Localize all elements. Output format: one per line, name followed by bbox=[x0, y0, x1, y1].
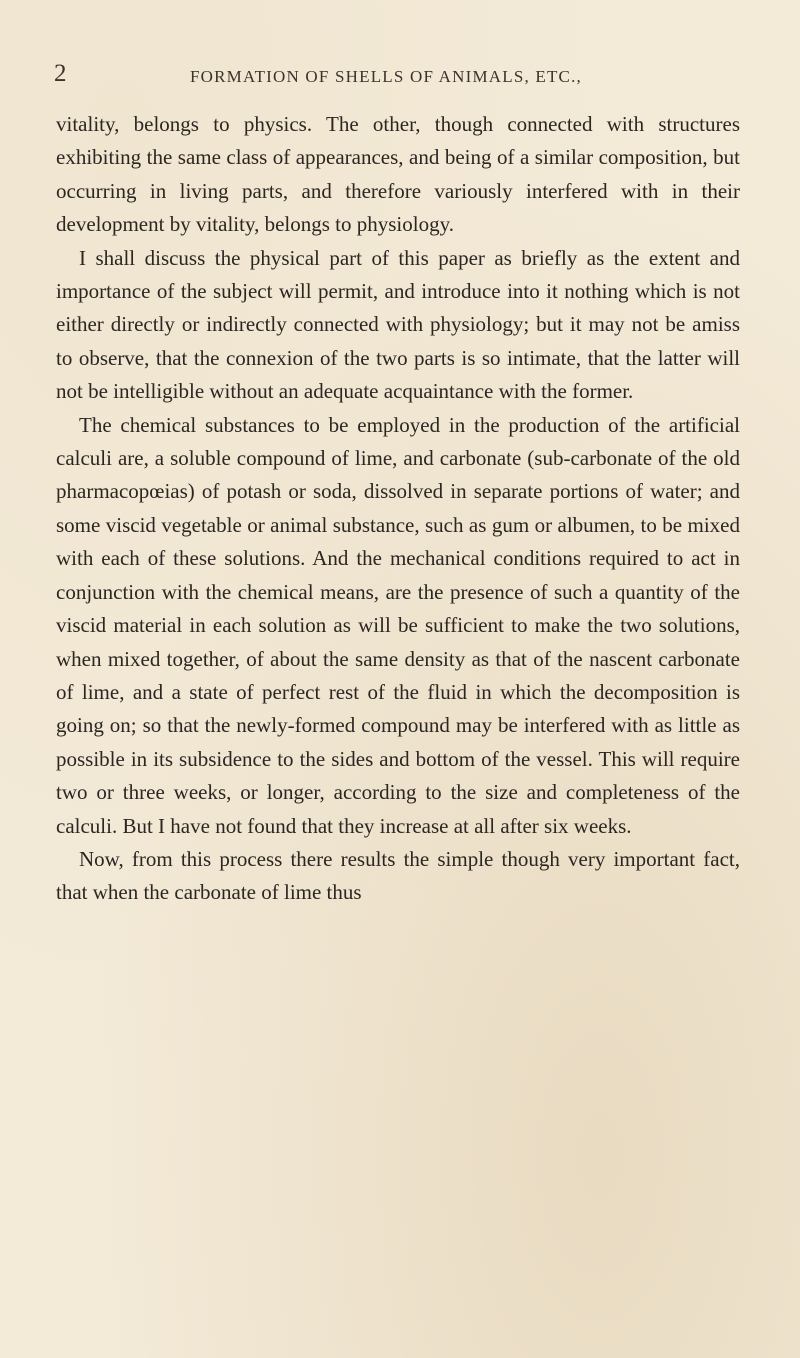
paragraph-4: Now, from this process there results the simple though very important fact, that when the carbonate of lime thus bbox=[56, 846, 740, 905]
page-number: 2 bbox=[54, 60, 67, 87]
body-text bbox=[56, 108, 740, 910]
paragraph-3: The chemical substances to be employed in the production of the artificial calculi are, a soluble compound of lime, and carbonate (sub-carbonate of the old pharmacopœias) of potash or soda, dissolved in separate portions of water; and some viscid vegetable or animal substance, such as gum or albumen, to be mixed with each of these solutions. And the mechanical conditions required to act in conjunction with the chemical means, are the presence of such a quantity of the viscid material in each solution as will be sufficient to make the two solutions, when mixed together, of about the same density as that of the nascent carbonate of lime, and a state of perfect rest of the fluid in which the decomposition is going on; so that the newly-formed compound may be interfered with as little as possible in its subsidence to the sides and bottom of the vessel. This will require two or three weeks, or longer, according to the size and completeness of the calculi. But I have not found that they increase at all after six weeks. bbox=[56, 412, 740, 838]
page-header bbox=[40, 60, 760, 94]
paragraph-2: I shall discuss the physical part of this paper as briefly as the extent and importance of the subject will permit, and introduce into it nothing which is not either directly or indirectly connected with physiology; but it may not be amiss to observe, that the connexion of the two parts is so intimate, that the latter will not be intelligible without an adequate acquaintance with the former. bbox=[56, 245, 740, 404]
paragraph-1: vitality, belongs to physics. The other, though connected with structures exhibiting the same class of appearances, and being of a similar composition, but occurring in living parts, and therefore variously interfered with in their development by vitality, belongs to physiology. bbox=[56, 112, 740, 237]
running-head: FORMATION OF SHELLS OF ANIMALS, ETC., bbox=[190, 67, 582, 86]
